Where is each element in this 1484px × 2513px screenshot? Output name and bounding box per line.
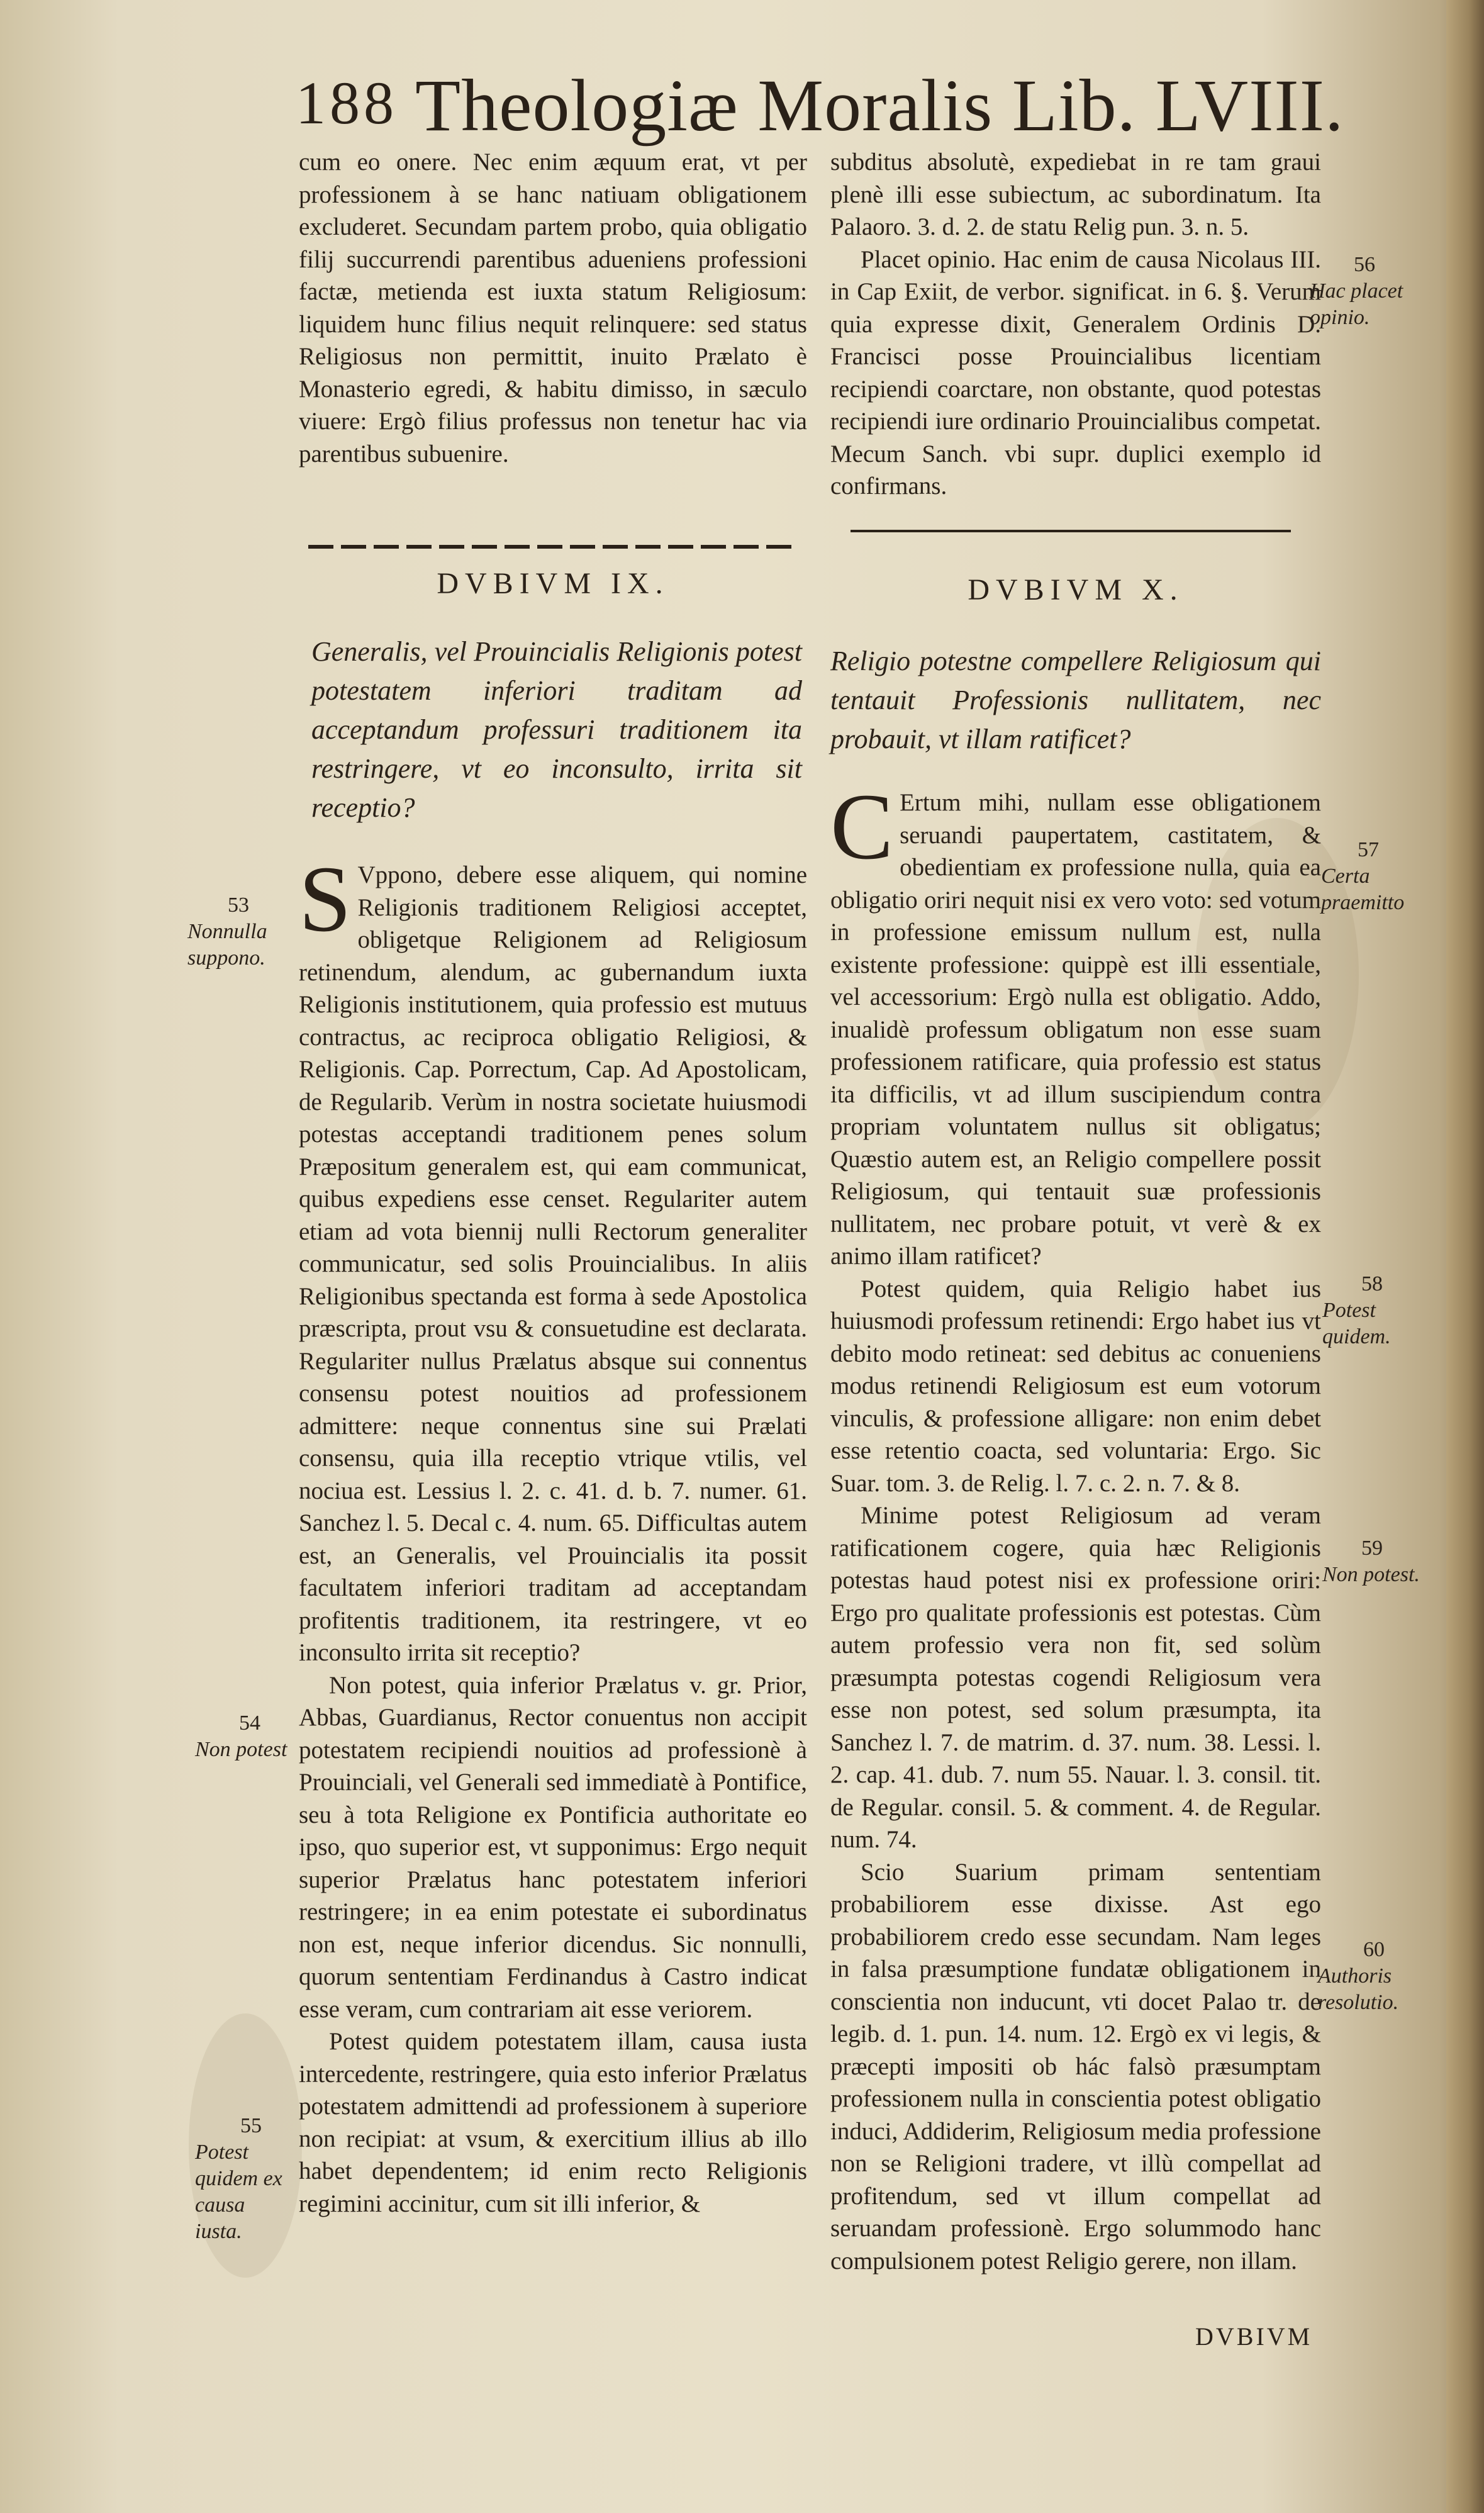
paragraph: Placet opinio. Hac enim de causa Nicolaus III. in Cap Exiit, de verbor. significat. in 6. §. Verum quia expresse dixit, Generalem Ordinis D. Francisci posse Prouincialibus licentiam recipiendi coarctare, non obstante, quod potestas recipiendi iure ordinario Prouincialibus competat. Mecum Sanch. vbi supr. duplici exemplo id confirmans. xyxy=(830,245,1321,500)
dubium-10-heading: DVBIVM X. xyxy=(968,573,1184,607)
catchword: DVBIVM xyxy=(1195,2322,1313,2351)
margin-note-57: 57 Certa praemitto xyxy=(1321,838,1405,914)
paragraph: cum eo onere. Nec enim æquum erat, vt per professionem à se hanc natiuam obligationem excluderet. Secundam partem probo, quia obligatio filij succurrendi parentibus adueniens professioni factæ, metienda est iuxta statum Religiosum: liquidem hunc filius nequit relinquere: sed status Religiosus non permittit, inuito Prælato è Monasterio egredi, & habitu dimisso, in sæculo viuere: Ergò filius professus non tenetur hac via parentibus subuenire. xyxy=(299,148,807,467)
dubium-9-heading: DVBIVM IX. xyxy=(437,567,669,600)
paragraph: subditus absolutè, expediebat in re tam graui plenè illi esse subiectum, ac subordinatum. Ita Palaoro. 3. d. 2. de statu Relig pun. 3. n. 5. xyxy=(830,148,1321,240)
paragraph: Minime potest Religiosum ad veram ratificationem cogere, quia hæc Religionis potestas haud potest nisi ex professione oriri: Ergo pro qualitate professionis est potestas. Cùm autem professio vera non fit, sed solùm præsumpta potestas cogendi Religiosum vera esse non potest, sed solum præsumpta, ita Sanchez l. 7. de matrim. d. 37. num. 38. Lessi. l. 2. cap. 41. dub. 7. num 55. Nauar. l. 3. consil. tit. de Regular. consil. 5. & comment. 4. de Regular. num. 74. xyxy=(830,1502,1321,1853)
drop-cap: S xyxy=(299,847,352,951)
dubium-10-body xyxy=(830,775,1321,2277)
paragraph-text: Ertum mihi, nullam esse obligationem seruandi paupertatem, castitatem, & obedientiam ex professione nulla, quia ea obligatio oriri nequit nisi ex vero voto: sed votum in professione emissum nullum est, nulla existente professione: quippè est illi essentiale, vel accessorium: Ergò nulla est obligatio. Addo, inualidè professum obligatum non esse suam professionem ratificare, quia professio est status ita difficilis, vt ad illum suscipiendum contra propriam voluntatem nullus sit obligatus; Quæstio autem est, an Religio compellere possit Religiosum, qui tentauit suæ professionis nullitatem, nec probare potuit, vt verè & ex animo illam ratificet? xyxy=(830,789,1321,1270)
dubium-9-body xyxy=(299,847,807,2220)
margin-note-58: 58 Potest quidem. xyxy=(1322,1272,1391,1348)
paragraph: Non potest, quia inferior Prælatus v. gr. Prior, Abbas, Guardianus, Rector conuentus non accipit potestatem recipiendi nouitios ad professionè à Prouinciali, vel Generali sed immediatè à Pontifice, seu à tota Religione ex Pontificia authoritate eo ipso, quo superior est, vt supponimus: Ergo nequit superior Prælatus hanc potestatem inferiori restringere; in ea enim potestate ei subordinatus non est, neque inferior dicendus. Sic nonnulli, quorum sententiam Ferdinandus à Castro indicat esse veram, cum contrariam ait esse veriorem. xyxy=(299,1671,807,2023)
paragraph: Scio Suarium primam sententiam probabiliorem esse dixisse. Ast ego probabiliorem credo esse secundam. Nam leges in falsa præsumptione fundatæ obligationem in conscientia non inducunt, vti docet Palao tr. de legib. d. 1. pun. 14. num. 12. Ergò ex vi legis, & præcepti impositi ob hác falsò præsumptam professionem nulla in conscientia potest obligatio induci, Addiderim, Religiosum media professione non se Religioni tradere, vt illù compellat ad profitendum, sed vt illum compellat ad seruandam professionè. Ergo solummodo hanc compulsionem potest Religio gerere, non illam. xyxy=(830,1858,1321,2275)
left-column-continuation xyxy=(299,146,807,470)
margin-note-53: 53 Nonnulla suppono. xyxy=(187,893,267,970)
paragraph: Potest quidem potestatem illam, causa iusta intercedente, restringere, quia esto inferior Prælatus potestatem admittendi ad professionem à superiore non recipiat: at vsum, & exercitium illius ab illo habet dependentem; id enim recto Religionis regimini accinitur, cum sit illi inferior, & xyxy=(299,2028,807,2217)
running-head: Theologiæ Moralis Lib. LVIII. xyxy=(415,64,1344,147)
right-column-continuation xyxy=(830,146,1321,503)
page-header xyxy=(296,63,1344,151)
margin-note-54: 54 Non potest xyxy=(195,1711,287,1761)
paragraph: Potest quidem, quia Religio habet ius huiusmodi professum retinendi: Ergo habet ius vt debito modo retineat: sed debitus ac conueniens modus retinendi Religiosum est eum votorum vinculis, & professione alligare: non enim debet esse retentio coacta, sed voluntaria: Ergo. Sic Suar. tom. 3. de Relig. l. 7. c. 2. n. 7. & 8. xyxy=(830,1275,1321,1497)
margin-note-59: 59 Non potest. xyxy=(1322,1536,1420,1586)
margin-note-55: 55 Potest quidem ex causa iusta. xyxy=(195,2114,282,2243)
page-edge-shadow xyxy=(1446,0,1484,2513)
paragraph-text: Vppono, debere esse aliquem, qui nomine Religionis traditionem Religiosi acceptet, obligetque Religionem ad Religiosum retinendum, alendum, ac gubernandum iuxta Religionis institutionem, quia professio est mutuus contractus, ac reciproca obligatio Religiosi, & Religionis. Cap. Porrectum, Cap. Ad Apostolicam, de Regularib. Verùm in nostra societate huiusmodi potestas acceptandi traditionem penes solum Præpositum generalem est, qui eam communicat, quibus expediens esse censet. Regulariter autem etiam ad vota biennij nulli Rectorum generaliter communicatur, sed solis Prouincialibus. In aliis Religionibus spectanda est forma à sede Apostolica præscripta, prout vsu & consuetudine est declarata. Regulariter nullus Prælatus absque sui connentus consensu potest nouitios ad professionem admittere: neque connentus sine sui Prælati consensu, quia illa receptio vtrique vtilis, vel nociua est. Lessius l. 2. c. 41. d. b. 7. numer. 61. Sanchez l. 5. Decal c. 4. num. 65. Difficultas autem est, an Generalis, vel Prouincialis ita possit facultatem inferiori traditam ad acceptandam profitentis traditionem, ita restringere, vt eo inconsulto irrita sit receptio? xyxy=(299,861,807,1666)
margin-note-56: 56 Hac placet opinio. xyxy=(1310,253,1403,329)
section-divider xyxy=(851,530,1291,532)
dubium-9-question: Generalis, vel Prouincialis Religionis potest potestatem inferiori traditam ad acceptandum professuri traditionem ita restringere, vt eo inconsulto, irrita sit receptio? xyxy=(311,636,802,823)
page-number: 188 xyxy=(296,69,398,137)
paragraph xyxy=(299,847,807,1669)
dubium-10-question: Religio potestne compellere Religiosum qui tentauit Professionis nullitatem, nec probauit, vt illam ratificet? xyxy=(830,646,1321,754)
margin-note-60: 60 Authoris resolutio. xyxy=(1318,1938,1399,2014)
drop-cap: C xyxy=(830,775,894,879)
paragraph xyxy=(830,775,1321,1273)
section-divider xyxy=(308,545,799,549)
